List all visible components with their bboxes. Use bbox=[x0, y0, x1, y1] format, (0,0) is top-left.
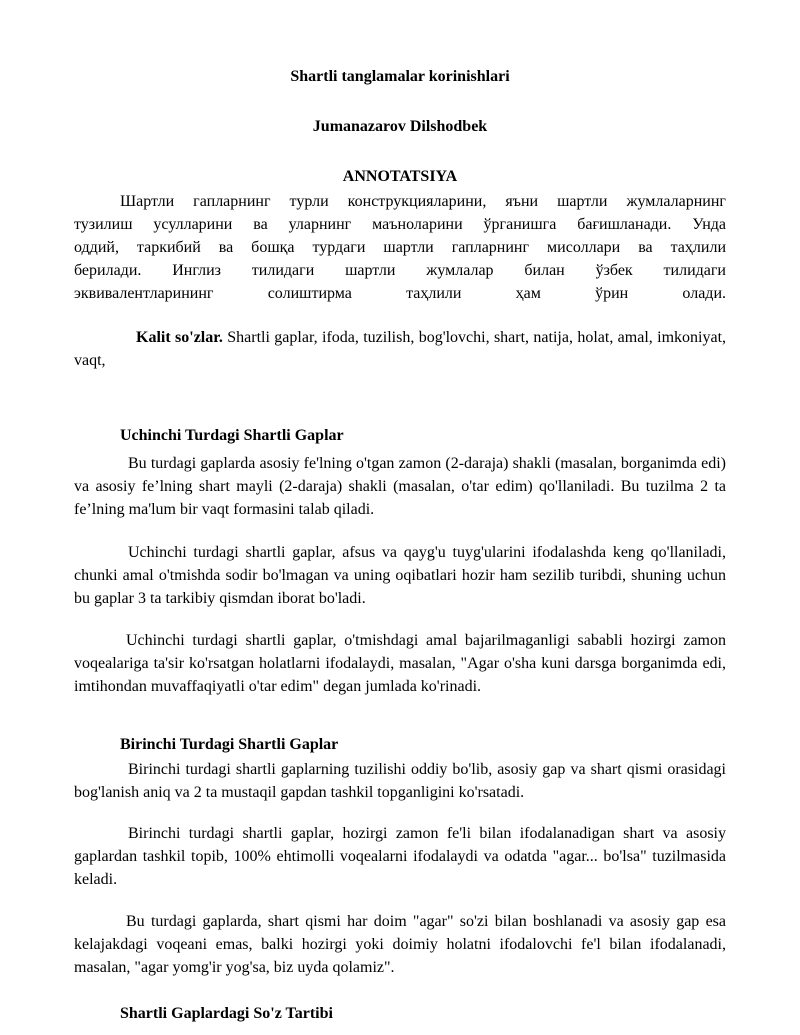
annotation-line: эквивалентларининг солиштирма таҳлили ҳам ўрин олади. bbox=[74, 285, 726, 302]
section-heading-third-type: Uchinchi Turdagi Shartli Gaplar bbox=[120, 427, 344, 444]
section-heading-first-type: Birinchi Turdagi Shartli Gaplar bbox=[120, 736, 339, 753]
annotation-heading: ANNOTATSIYA bbox=[342, 168, 458, 185]
document-author: Jumanazarov Dilshodbek bbox=[312, 118, 488, 135]
section-paragraph: Bu turdagi gaplarda, shart qismi har doim "agar" so'zi bilan boshlanadi va asosiy gap esa kelajakdagi voqeani emas, balki hozirgi yoki doimiy holatni ifodalovchi fe'l bilan ifodalanadi, masalan, "agar yomg'ir yog'sa, biz uyda qolamiz". bbox=[74, 913, 726, 976]
annotation-line: тузилиш усулларини ва уларнинг маъноларини ўрганишга бағишланади. Унда bbox=[74, 216, 726, 233]
section-paragraph: Bu turdagi gaplarda asosiy fe'lning o'tgan zamon (2-daraja) shakli (masalan, borganimda edi) va asosiy fe’lning shart mayli (2-daraja) shakli (masalan, o'tar edim) qo'llaniladi. Bu tuzilma 2 ta fe’lning ma'lum bir vaqt formasini talab qiladi. bbox=[74, 455, 726, 518]
section-heading-word-order: Shartli Gaplardagi So'z Tartibi bbox=[120, 1005, 333, 1022]
keywords-label: Kalit so'zlar. bbox=[136, 329, 223, 346]
annotation-line: оддий, таркибий ва бошқа турдаги шартли гапларнинг мисоллари ва таҳлили bbox=[74, 239, 726, 256]
annotation-line: Шартли гапларнинг турли конструкцияларини, яъни шартли жумлаларнинг bbox=[120, 193, 726, 210]
annotation-paragraph bbox=[74, 190, 726, 305]
keywords-text: Shartli gaplar, ifoda, tuzilish, bog'lovchi, shart, natija, holat, amal, imkoniyat, vaqt, bbox=[74, 329, 727, 369]
section-paragraph: Birinchi turdagi shartli gaplarning tuzilishi oddiy bo'lib, asosiy gap va shart qismi orasidagi bog'lanish aniq va 2 ta mustaqil gapdan tashkil topganligini ko'rsatadi. bbox=[74, 761, 726, 801]
annotation-line: берилади. Инглиз тилидаги шартли жумлалар билан ўзбек тилидаги bbox=[74, 262, 726, 279]
section-paragraph: Birinchi turdagi shartli gaplar, hozirgi zamon fe'li bilan ifodalanadigan shart va asosiy gaplardan tashkil topib, 100% ehtimolli voqealarni ifodalaydi va odatda "agar... bo'lsa" tuzilmasida keladi. bbox=[74, 825, 726, 888]
keywords-paragraph bbox=[74, 326, 726, 372]
section-paragraph: Uchinchi turdagi shartli gaplar, o'tmishdagi amal bajarilmaganligi sababli hozirgi zamon voqealariga ta'sir ko'rsatgan holatlarni ifodalaydi, masalan, "Agar o'sha kuni darsga borganimda edi, imtihondan muvaffaqiyatli o'tar edim" degan jumlada ko'rinadi. bbox=[74, 632, 726, 695]
document-title: Shartli tanglamalar korinishlari bbox=[290, 68, 510, 85]
section-paragraph: Uchinchi turdagi shartli gaplar, afsus va qayg'u tuyg'ularini ifodalashda keng qo'llaniladi, chunki amal o'tmishda sodir bo'lmagan va uning oqibatlari hozir ham sezilib turibdi, shuning uchun bu gaplar 3 ta tarkibiy qismdan iborat bo'ladi. bbox=[74, 544, 726, 607]
